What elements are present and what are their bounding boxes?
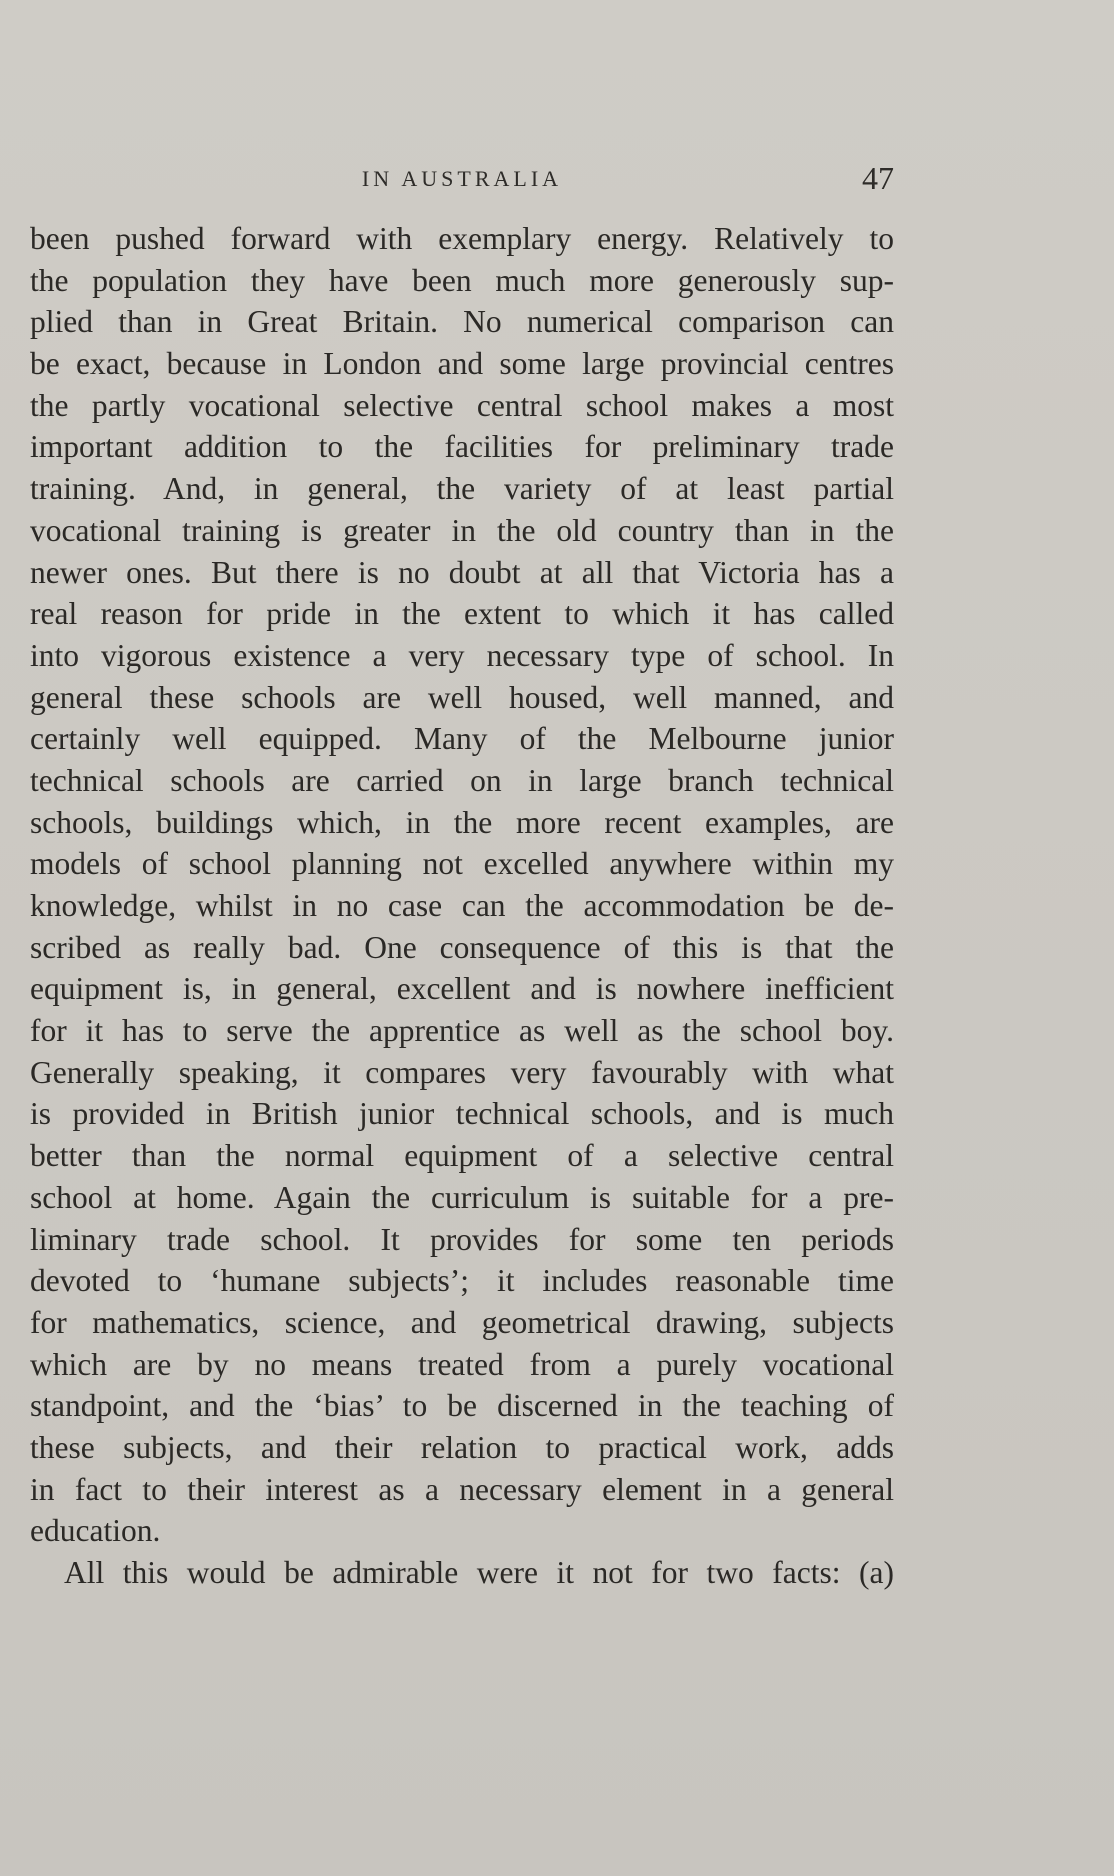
- text-line: for mathematics, science, and geometrical drawing, subjects: [30, 1304, 894, 1340]
- text-line: models of school planning not excelled anywhere within my: [30, 846, 894, 882]
- text-line: the population they have been much more generously sup-: [30, 262, 894, 298]
- body-text: [30, 218, 894, 1594]
- text-line: knowledge, whilst in no case can the accommodation be de-: [30, 888, 894, 923]
- text-line: better than the normal equipment of a selective central: [30, 1138, 894, 1174]
- text-line: training. And, in general, the variety of at least partial: [30, 471, 894, 507]
- text-line: plied than in Great Britain. No numerical comparison can: [30, 304, 894, 340]
- text-line: been pushed forward with exemplary energy. Relatively to: [30, 221, 894, 256]
- text-line: schools, buildings which, in the more recent examples, are: [30, 804, 894, 840]
- page-number: 47: [862, 160, 894, 196]
- text-line: liminary trade school. It provides for some ten periods: [30, 1221, 894, 1257]
- text-line: vocational training is greater in the old country than in the: [30, 512, 894, 548]
- text-line-paragraph-end: education.: [30, 1513, 161, 1549]
- text-line: these subjects, and their relation to practical work, adds: [30, 1429, 894, 1465]
- text-line: the partly vocational selective central school makes a most: [30, 387, 894, 423]
- text-line: standpoint, and the ‘bias’ to be discerned in the teaching of: [30, 1388, 894, 1424]
- running-title: IN AUSTRALIA: [361, 166, 563, 191]
- text-line: in fact to their interest as a necessary element in a general: [30, 1471, 894, 1507]
- text-line: for it has to serve the apprentice as well as the school boy.: [30, 1013, 894, 1049]
- text-line: certainly well equipped. Many of the Melbourne junior: [30, 721, 894, 757]
- text-line: scribed as really bad. One consequence of this is that the: [30, 929, 894, 965]
- text-line: important addition to the facilities for preliminary trade: [30, 429, 894, 465]
- text-line: general these schools are well housed, well manned, and: [30, 679, 894, 715]
- text-line: real reason for pride in the extent to which it has called: [30, 596, 894, 632]
- text-line: which are by no means treated from a purely vocational: [30, 1346, 894, 1382]
- text-line: Generally speaking, it compares very favourably with what: [30, 1054, 894, 1090]
- text-line: into vigorous existence a very necessary type of school. In: [30, 637, 894, 673]
- text-line: equipment is, in general, excellent and is nowhere inefficient: [30, 971, 894, 1007]
- text-line: newer ones. But there is no doubt at all that Victoria has a: [30, 554, 894, 590]
- text-line: is provided in British junior technical schools, and is much: [30, 1096, 894, 1132]
- running-head: [30, 160, 894, 204]
- text-line: school at home. Again the curriculum is suitable for a pre-: [30, 1179, 894, 1215]
- text-line: devoted to ‘humane subjects’; it includes reasonable time: [30, 1263, 894, 1299]
- text-line: be exact, because in London and some large provincial centres: [30, 346, 894, 382]
- text-line: technical schools are carried on in large branch technical: [30, 762, 894, 798]
- text-line-paragraph-start: All this would be admirable were it not for two facts: (a): [64, 1555, 894, 1590]
